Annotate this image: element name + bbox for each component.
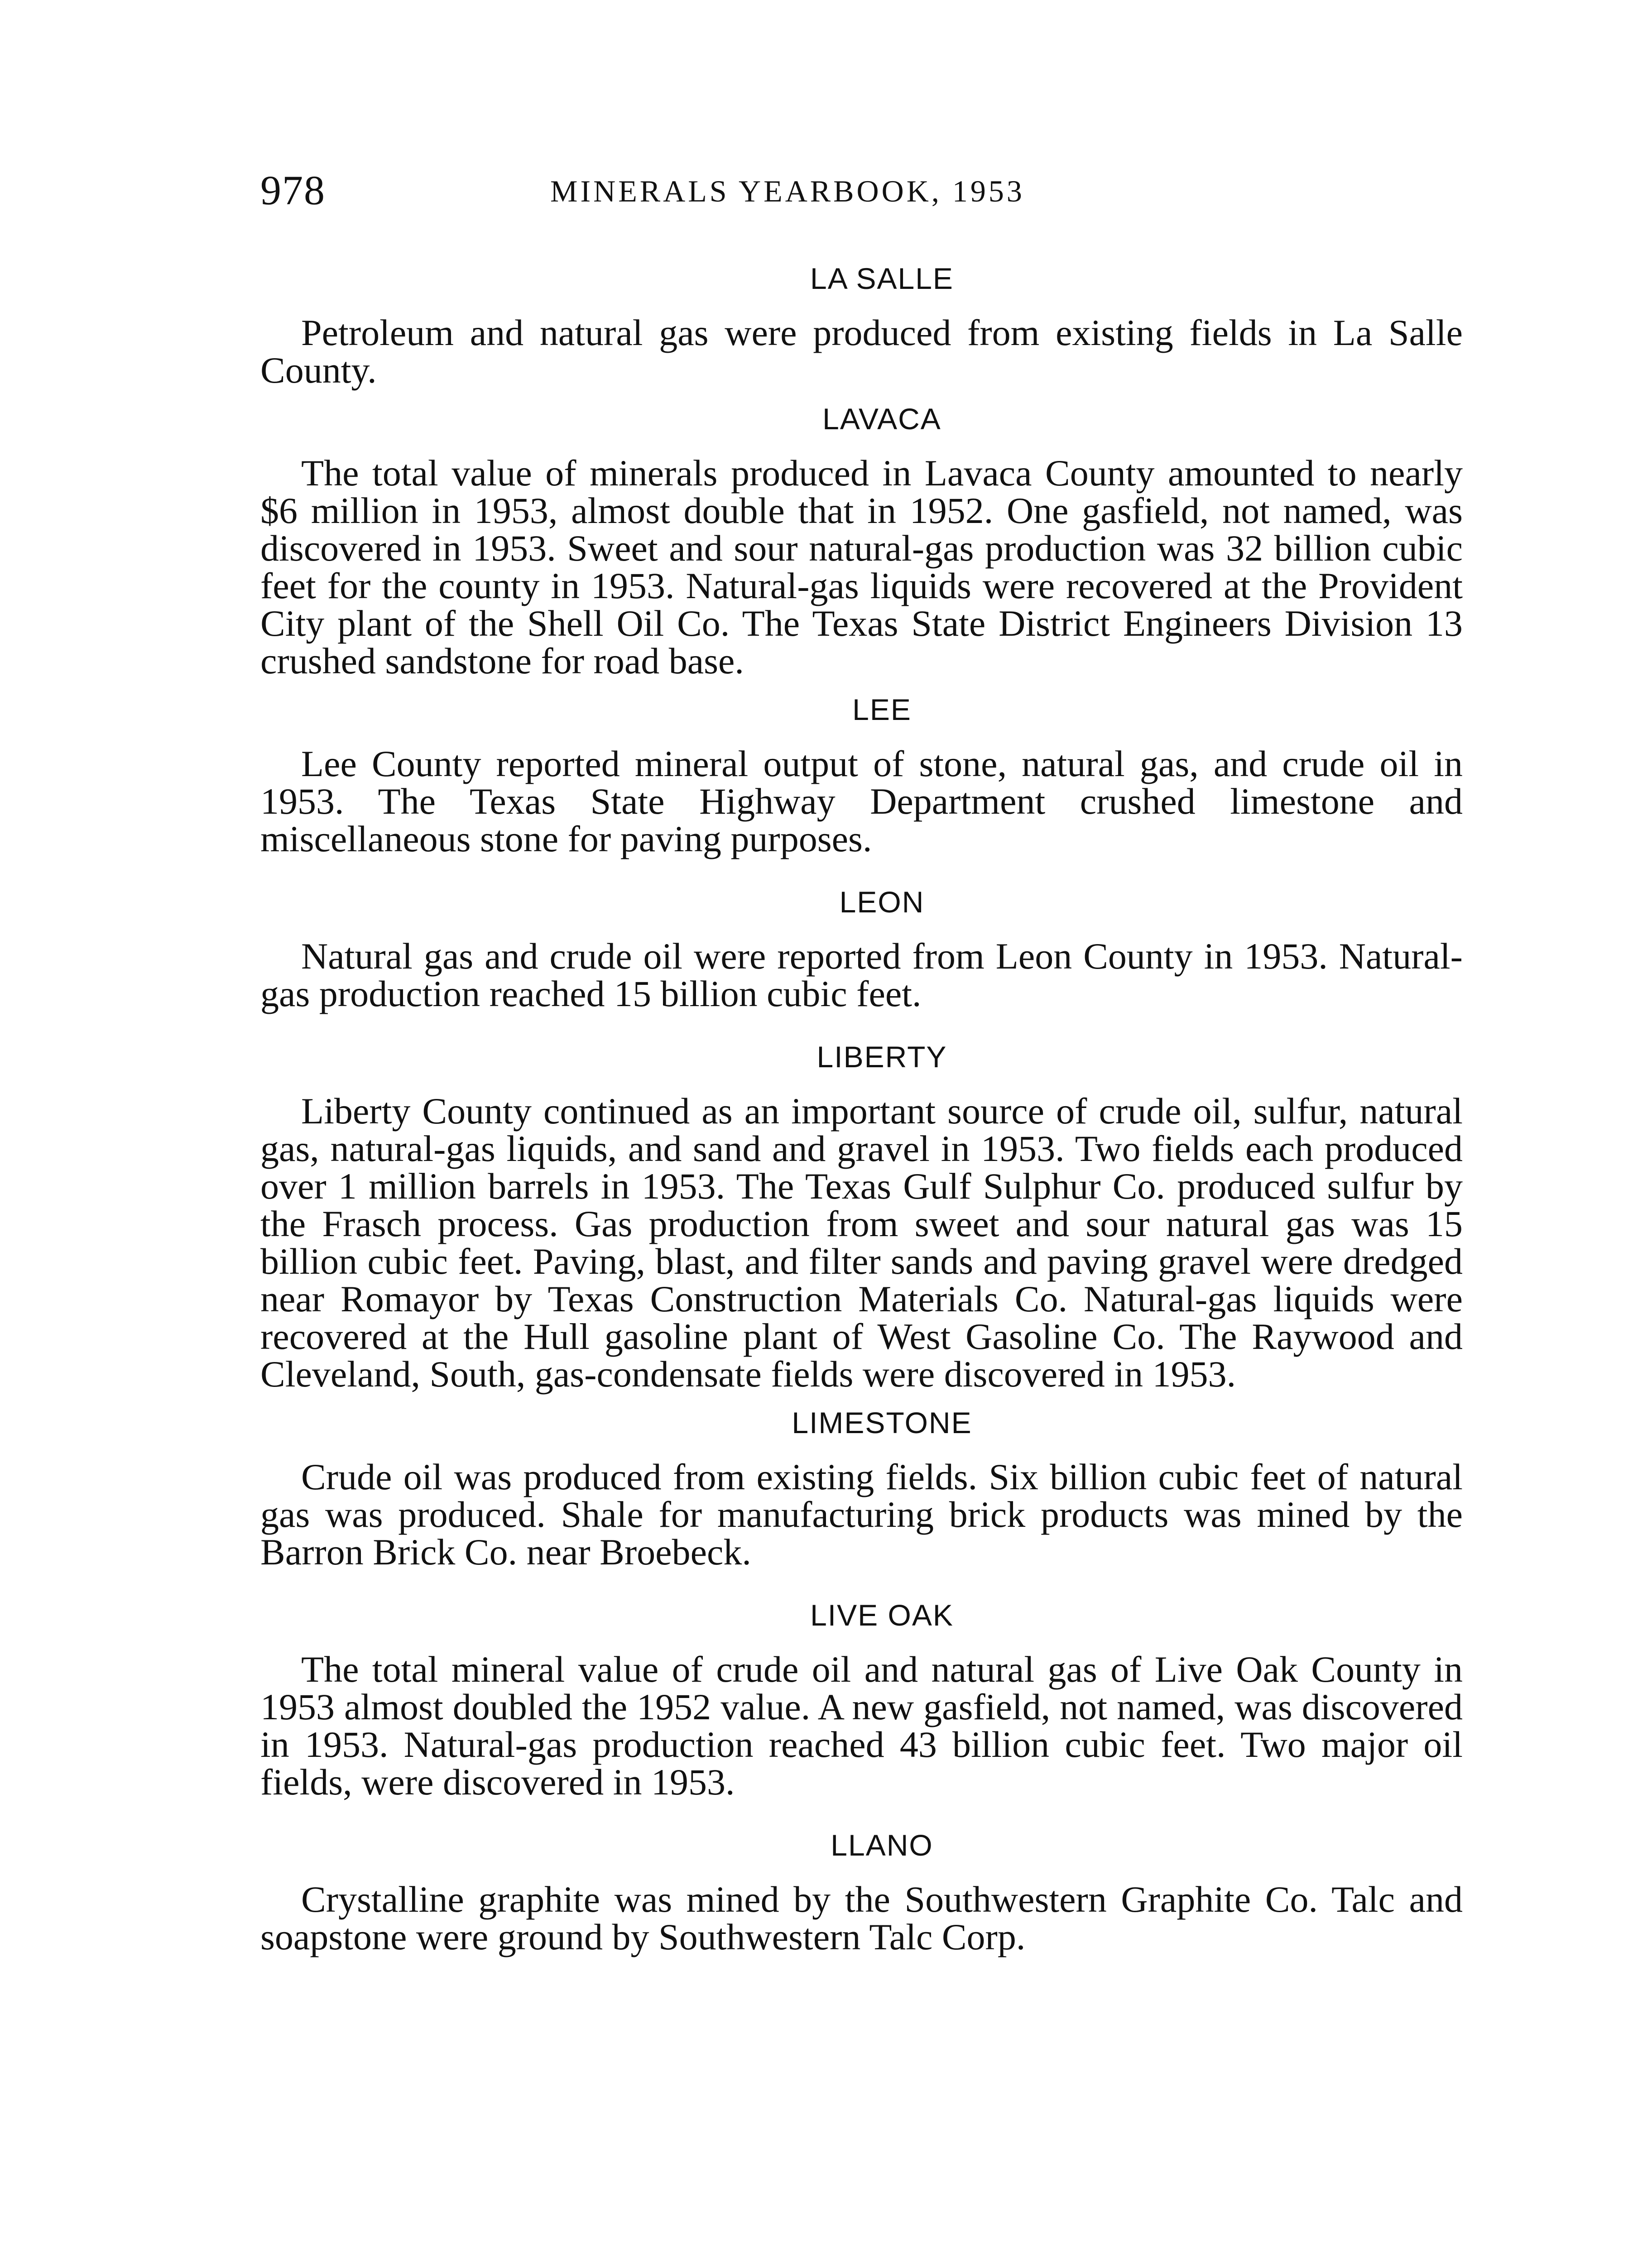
section-paragraph: Liberty County continued as an important source of crude oil, sulfur, natural gas, natural-gas liquids, and sand and gravel in 1953. Two fields each produced over 1 million barrels in 1953. The Texas Gulf Sulphur Co. produced sulfur by the Frasch process. Gas production from sweet and sour natural gas was 15 billion cubic feet. Paving, blast, and filter sands and paving gravel were dredged near Romayor by Texas Construction Materials Co. Natural-gas liquids were recovered at the Hull gasoline plant of West Gasoline Co. The Raywood and Cleveland, South, gas-condensate fields were discovered in 1953. — [260, 1090, 1463, 1395]
section-heading: LLANO — [831, 1828, 933, 1862]
section-limestone — [260, 1405, 1463, 1571]
running-title: MINERALS YEARBOOK, 1953 — [550, 174, 1025, 208]
section-lavaca — [260, 401, 1463, 680]
section-paragraph: Crude oil was produced from existing fields. Six billion cubic feet of natural gas was produced. Shale for manufacturing brick products was mined by the Barron Brick Co. near Broebeck. — [260, 1456, 1463, 1573]
section-llano — [260, 1827, 1463, 1956]
county-sections — [260, 260, 1463, 1982]
running-head — [260, 165, 1460, 215]
section-leon — [260, 884, 1463, 1012]
section-heading: LA SALLE — [810, 262, 954, 295]
section-paragraph: Lee County reported mineral output of stone, natural gas, and crude oil in 1953. The Texas State Highway Department crushed limestone and miscellaneous stone for paving purposes. — [260, 743, 1463, 859]
section-paragraph: The total value of minerals produced in Lavaca County amounted to nearly $6 million in 1953, almost double that in 1952. One gasfield, not named, was discovered in 1953. Sweet and sour natural-gas production was 32 billion cubic feet for the county in 1953. Natural-gas liquids were recovered at the Provident City plant of the Shell Oil Co. The Texas State District Engineers Division 13 crushed sandstone for road base. — [260, 452, 1463, 681]
section-heading: LAVACA — [822, 402, 941, 436]
section-paragraph: Petroleum and natural gas were produced from existing fields in La Salle County. — [260, 312, 1463, 391]
section-paragraph: The total mineral value of crude oil and natural gas of Live Oak County in 1953 almost doubled the 1952 value. A new gasfield, not named, was discovered in 1953. Natural-gas production reached 43 billion cubic feet. Two major oil fields, were discovered in 1953. — [260, 1649, 1463, 1803]
section-paragraph: Crystalline graphite was mined by the Southwestern Graphite Co. Talc and soapstone were ground by Southwestern Talc Corp. — [260, 1879, 1463, 1957]
section-liberty — [260, 1039, 1463, 1393]
section-paragraph: Natural gas and crude oil were reported from Leon County in 1953. Natural-gas production reached 15 billion cubic feet. — [260, 935, 1463, 1014]
section-heading: LIMESTONE — [792, 1406, 972, 1439]
section-heading: LEE — [852, 693, 912, 726]
section-heading: LIBERTY — [816, 1040, 947, 1074]
section-heading: LEON — [839, 885, 925, 919]
page-number: 978 — [260, 167, 326, 213]
section-la-salle — [260, 260, 1463, 389]
section-heading: LIVE OAK — [810, 1598, 954, 1632]
section-live-oak — [260, 1597, 1463, 1801]
section-lee — [260, 691, 1463, 858]
